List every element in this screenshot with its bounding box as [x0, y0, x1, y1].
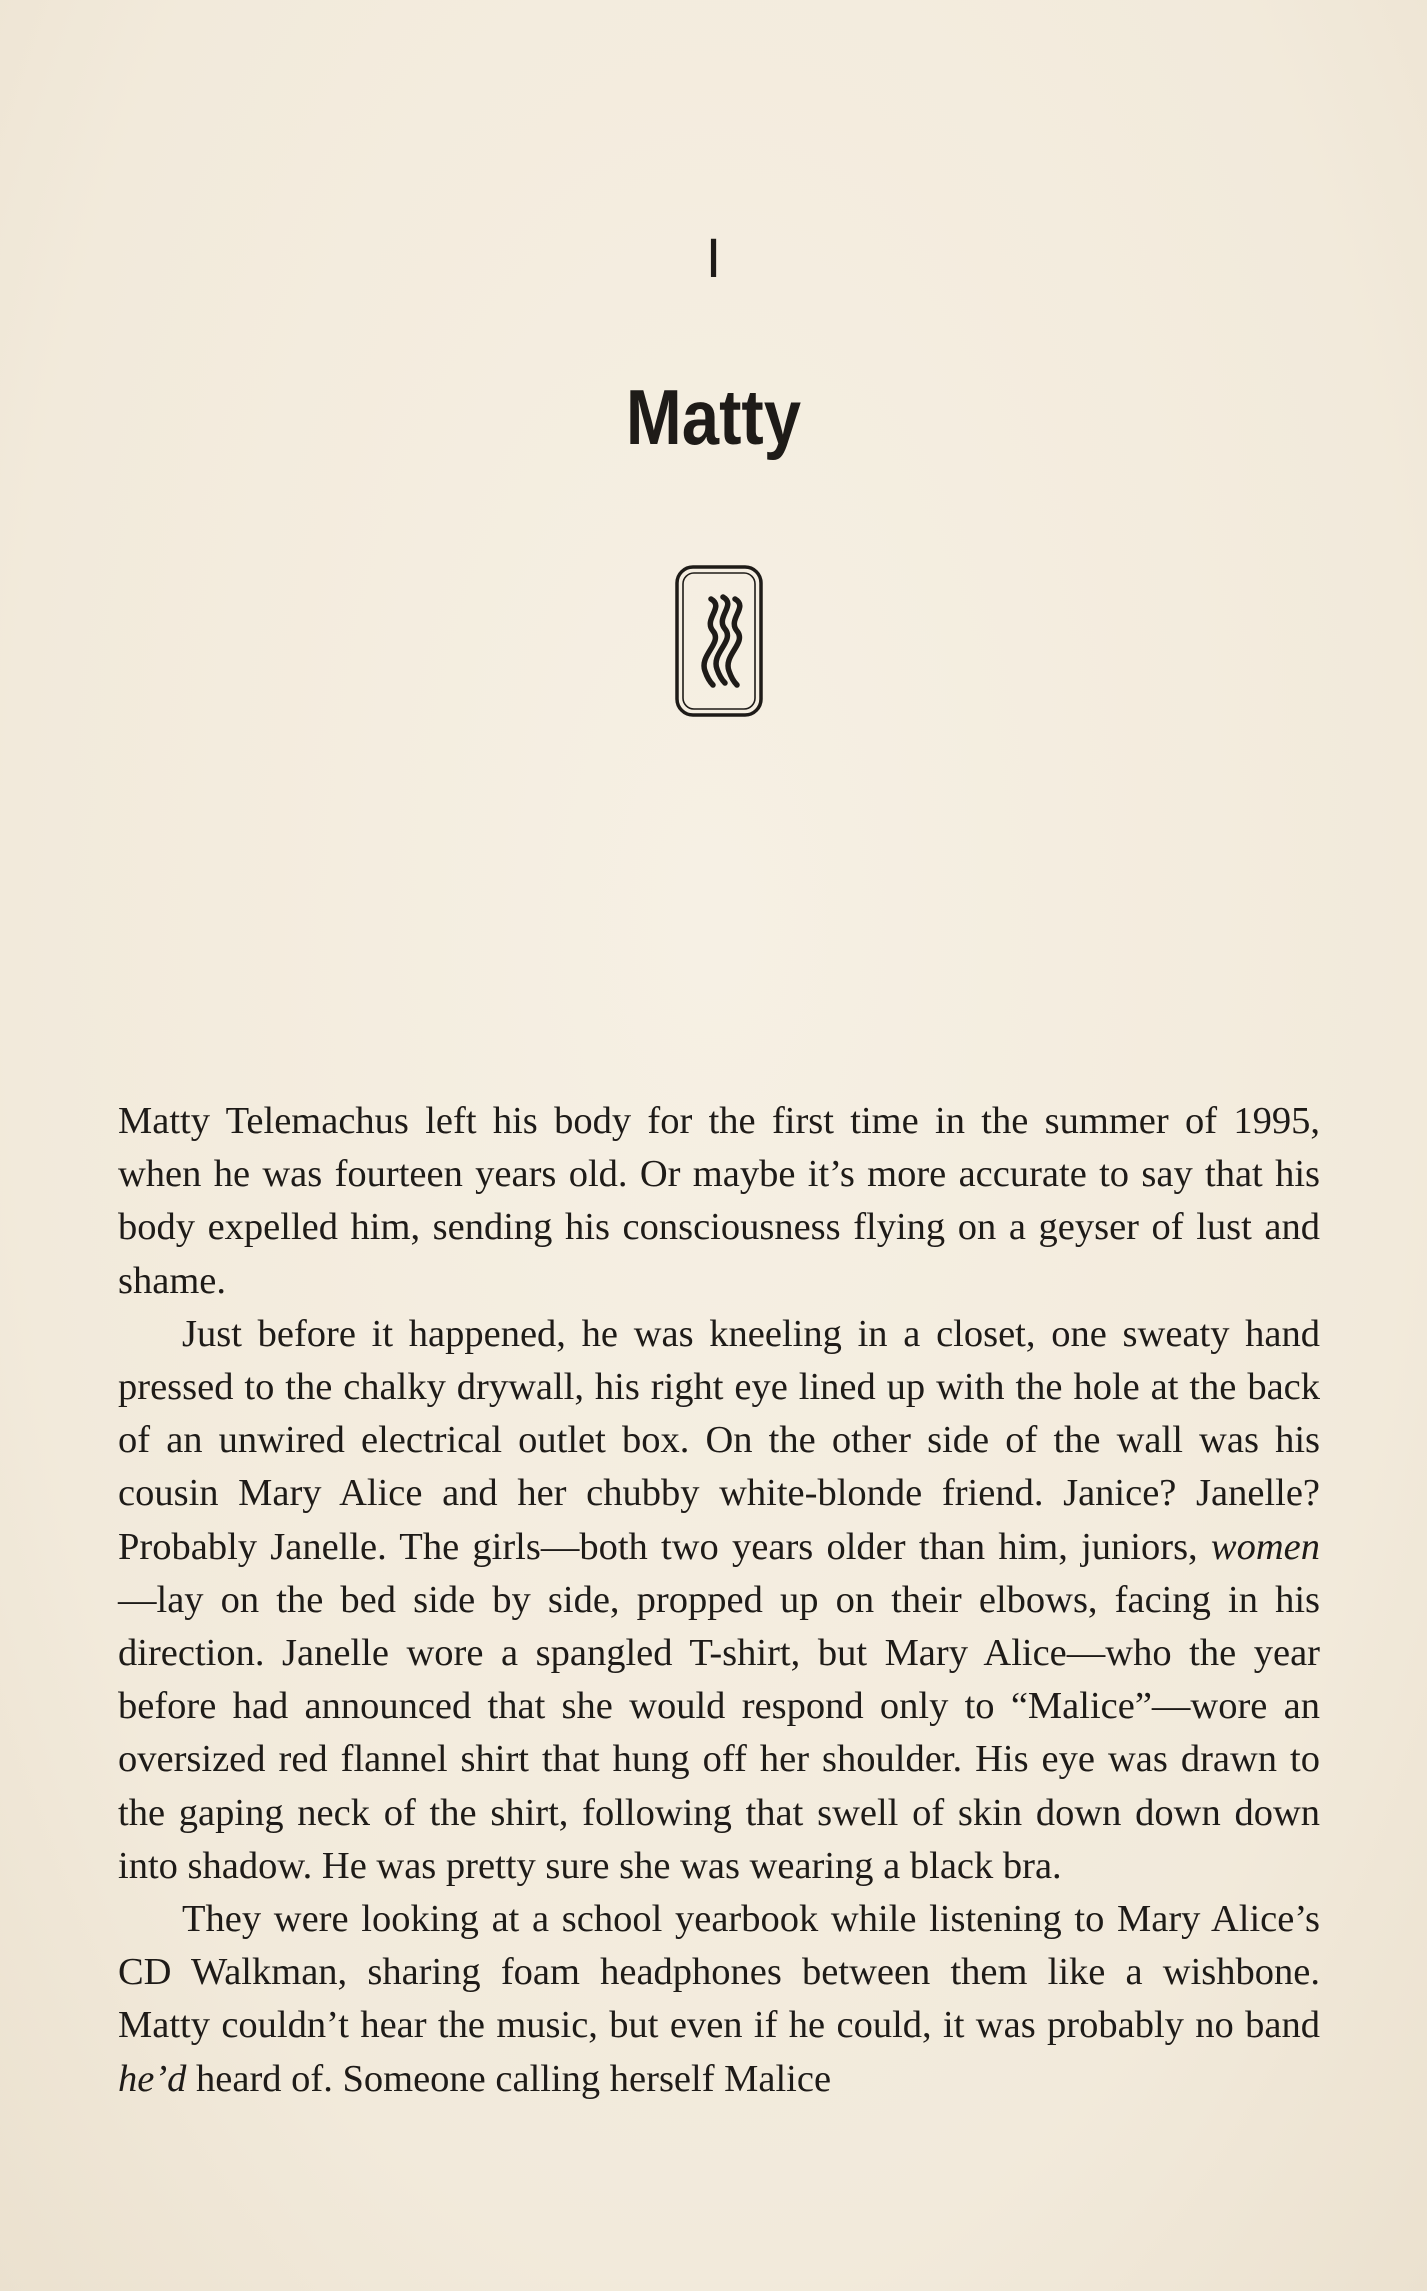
text-segment: They were looking at a school yearbook while listening to Mary Alice’s CD Walkman, sharing foam headphones between them like a wishbone. Matty couldn’t hear the music, but even if he could, it was probably no band: [118, 1898, 1320, 2047]
chapter-body-text: [118, 1095, 1320, 2106]
text-segment: —lay on the bed side by side, propped up on their elbows, facing in his direction. Janelle wore a spangled T-shirt, but Mary Alice—who the year before had announced that she would respond only to “Malice”—wore an oversized red flannel shirt that hung off her shoulder. His eye was drawn to the gaping neck of the shirt, following that swell of skin down down down into shadow. He was pretty sure she was wearing a black bra.: [118, 1578, 1320, 1887]
text-segment: Matty Telemachus left his body for the first time in the summer of 1995, when he was fourteen years old. Or maybe it’s more accurate to say that his body expelled him, sending his consciousness flying on a geyser of lust and shame.: [118, 1100, 1320, 1302]
wavy-lines-icon: [673, 563, 765, 719]
text-segment: heard of. Someone calling herself Malice: [186, 2057, 832, 2100]
text-segment: Just before it happened, he was kneeling in a closet, one sweaty hand pressed to the chalky drywall, his right eye lined up with the hole at the back of an unwired electrical outlet box. On the other side of the wall was his cousin Mary Alice and her chubby white-blonde friend. Janice? Janelle? Probably Janelle. The girls—both two years older than him, juniors,: [118, 1312, 1320, 1568]
italic-text: women: [1210, 1525, 1320, 1568]
chapter-number: I: [705, 226, 722, 289]
italic-text: he’d: [118, 2057, 187, 2100]
paragraph-p3: [118, 1893, 1320, 2106]
chapter-title: Matty: [625, 373, 802, 461]
paragraph-p1: [118, 1095, 1320, 1308]
paragraph-p2: [118, 1308, 1320, 1893]
